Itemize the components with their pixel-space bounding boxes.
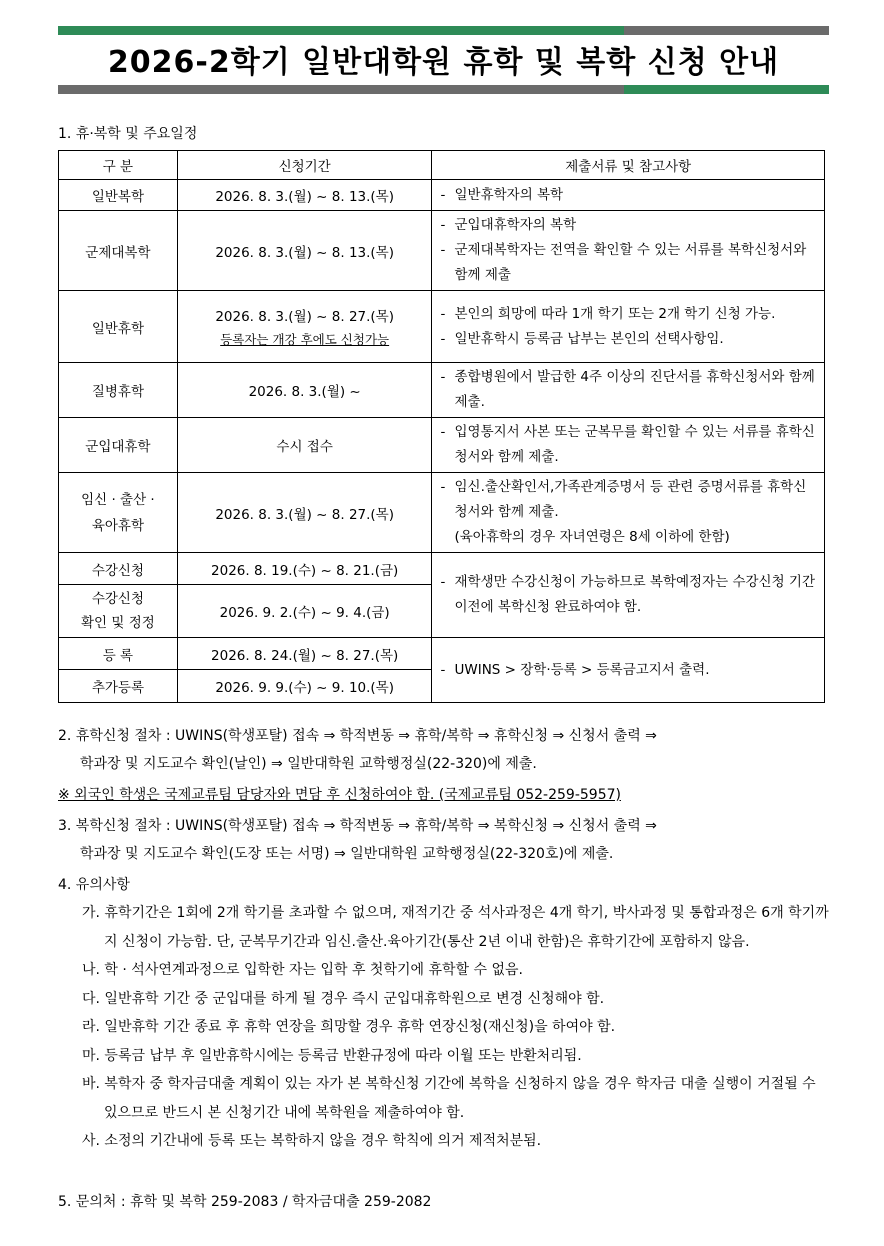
table-header-row [59,151,825,180]
table-row [59,638,825,670]
table-row [59,363,825,418]
row-notes: - 일반휴학자의 복학 [432,180,825,211]
table-row [59,291,825,363]
row-notes-shared-reg: - UWINS > 장학·등록 > 등록금고지서 출력. [432,638,825,703]
row-notes: - 입영통지서 사본 또는 군복무를 확인할 수 있는 서류를 휴학신청서와 함께 제출. [432,418,825,473]
row-type: 군제대복학 [59,211,178,291]
table-row [59,211,825,291]
list-item: 사. 소정의 기간내에 등록 또는 복학하지 않을 경우 학칙에 의거 제적처분됨. [82,1133,542,1149]
header-type: 구 분 [59,151,178,180]
page-title: 2026-2학기 일반대학원 휴학 및 복학 신청 안내 [107,45,780,80]
schedule-table [58,150,825,703]
top-decor-bar [58,26,829,35]
row-period: 2026. 8. 19.(수) ~ 8. 21.(금) [177,553,432,585]
row-type: 추가등록 [59,670,178,703]
row-period: 2026. 8. 3.(월) ~ [177,363,432,418]
row-type: 일반휴학 [59,291,178,363]
section4-notes-list [66,899,832,1156]
row-period: 2026. 9. 9.(수) ~ 9. 10.(목) [177,670,432,703]
row-type: 군입대휴학 [59,418,178,473]
row-type: 일반복학 [59,180,178,211]
section1-heading: 1. 휴·복학 및 주요일정 [58,126,198,142]
section5-contact: 5. 문의처 : 휴학 및 복학 259-2083 / 학자금대출 259-2082 [58,1194,432,1210]
table-row [59,418,825,473]
row-type: 임신 · 출산 · 육아휴학 [59,473,178,553]
row-period: 2026. 8. 3.(월) ~ 8. 27.(목) [177,473,432,553]
section2-leave-procedure: 2. 휴학신청 절차 : UWINS(학생포탈) 접속 ⇒ 학적변동 ⇒ 휴학/복학 ⇒ 휴학신청 ⇒ 신청서 출력 ⇒ 학과장 및 지도교수 확인(날인) ⇒ 일반대학원 교학행정실(22-320)에 제출. [58,728,657,772]
row-notes: - 본인의 희망에 따라 1개 학기 또는 2개 학기 신청 가능. - 일반휴학시 등록금 납부는 본인의 선택사항임. [432,291,825,363]
header-notes: 제출서류 및 참고사항 [432,151,825,180]
row-period: 2026. 8. 3.(월) ~ 8. 13.(목) [177,211,432,291]
bottom-decor-bar [58,85,829,94]
row-period: 2026. 8. 24.(월) ~ 8. 27.(목) [177,638,432,670]
list-item: 라. 일반휴학 기간 종료 후 휴학 연장을 희망할 경우 휴학 연장신청(재신청)을 하여야 함. [82,1019,616,1035]
row-notes-shared-course: - 재학생만 수강신청이 가능하므로 복학예정자는 수강신청 기간 이전에 복학신청 완료하여야 함. [432,553,825,638]
row-notes: - 임신.출산확인서,가족관계증명서 등 관련 증명서류를 휴학신청서와 함께 제출. (육아휴학의 경우 자녀연령은 8세 이하에 한함) [432,473,825,553]
table-row [59,553,825,585]
list-item: 바. 복학자 중 학자금대출 계획이 있는 자가 본 복학신청 기간에 복학을 신청하지 않을 경우 학자금 대출 실행이 거절될 수 있으므로 반드시 본 신청기간 내에 복학원을 제출하여야 함. [82,1076,816,1121]
row-notes: - 군입대휴학자의 복학 - 군제대복학자는 전역을 확인할 수 있는 서류를 복학신청서와 함께 제출 [432,211,825,291]
list-item: 나. 학 · 석사연계과정으로 입학한 자는 입학 후 첫학기에 휴학할 수 없음. [82,962,523,978]
row-period: 수시 접수 [177,418,432,473]
list-item: 가. 휴학기간은 1회에 2개 학기를 초과할 수 없으며, 재적기간 중 석사과정은 4개 학기, 박사과정 및 통합과정은 6개 학기까지 신청이 가능함. 단, 군복무기간과 임신.출산.육아기간(통산 2년 이내 한함)은 휴학기간에 포함하지 않음. [82,905,829,950]
table-row [59,473,825,553]
period-note: 등록자는 개강 후에도 신청가능 [220,331,390,347]
foreign-student-note: ※ 외국인 학생은 국제교류팀 담당자와 면담 후 신청하여야 함. (국제교류팀 052-259-5957) [58,787,621,803]
row-period: 2026. 8. 3.(월) ~ 8. 13.(목) [177,180,432,211]
row-type: 질병휴학 [59,363,178,418]
row-type: 수강신청 [59,553,178,585]
section3-return-procedure: 3. 복학신청 절차 : UWINS(학생포탈) 접속 ⇒ 학적변동 ⇒ 휴학/복학 ⇒ 복학신청 ⇒ 신청서 출력 ⇒ 학과장 및 지도교수 확인(도장 또는 서명) ⇒ 일반대학원 교학행정실(22-320호)에 제출. [58,818,657,862]
section4-heading: 4. 유의사항 [58,877,130,893]
row-period: 2026. 9. 2.(수) ~ 9. 4.(금) [177,585,432,638]
header-period: 신청기간 [177,151,432,180]
list-item: 다. 일반휴학 기간 중 군입대를 하게 될 경우 즉시 군입대휴학원으로 변경 신청해야 함. [82,990,605,1007]
row-notes: - 종합병원에서 발급한 4주 이상의 진단서를 휴학신청서와 함께 제출. [432,363,825,418]
table-row [59,180,825,211]
row-period: 2026. 8. 3.(월) ~ 8. 27.(목) 등록자는 개강 후에도 신청가능 [177,291,432,363]
row-type: 수강신청 확인 및 정정 [59,585,178,638]
row-type: 등 록 [59,638,178,670]
list-item: 마. 등록금 납부 후 일반휴학시에는 등록금 반환규정에 따라 이월 또는 반환처리됨. [82,1047,582,1064]
